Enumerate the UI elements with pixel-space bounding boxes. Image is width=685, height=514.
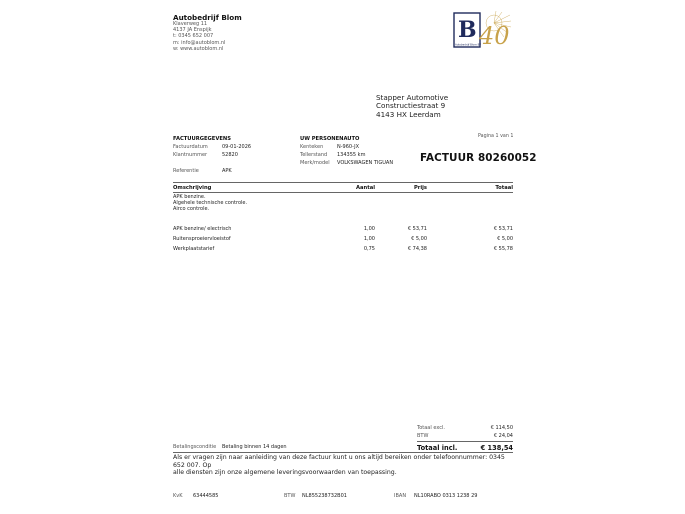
row-total: € 55,78: [493, 246, 513, 252]
footer-notice: [173, 454, 518, 477]
recipient-street: Constructiestraat 9: [376, 101, 446, 111]
recipient-city: 4143 HX Leerdam: [376, 109, 441, 119]
row-description: Werkplaatstarief: [173, 246, 215, 252]
company-website: w: www.autoblom.nl: [173, 45, 224, 52]
total-incl-value: € 138,54: [480, 444, 513, 452]
odometer-label: Tellerstand: [300, 152, 328, 158]
totals-divider: [417, 441, 513, 442]
recipient-name: Stapper Automotive: [376, 93, 449, 102]
invoice-details-heading: FACTUURGEGEVENS: [173, 136, 231, 142]
note-line: Algehele technische controle.: [173, 199, 248, 206]
client-number-label: Klantnummer: [173, 152, 208, 158]
page-number: Pagina 1 van 1: [478, 134, 514, 139]
iban-value: NL10RABO 0313 1238 29: [414, 493, 478, 499]
table-row: [173, 246, 513, 252]
row-description: Ruitensproeiervloeistof: [173, 236, 231, 242]
reference-value: APK: [222, 168, 232, 174]
btw-label: BTW: [284, 493, 296, 499]
col-header-description: Omschrijving: [173, 185, 212, 191]
total-incl-label: Totaal incl.: [417, 444, 458, 452]
note-line: Airco controle.: [173, 205, 210, 212]
logo-number: 40: [479, 22, 510, 50]
company-address-block: [173, 21, 225, 52]
footer-divider: [173, 452, 513, 453]
row-price: € 53,71: [407, 226, 427, 232]
table-row: [173, 226, 513, 232]
total-excl-value: € 114,50: [490, 425, 513, 431]
invoice-date-value: 09-01-2026: [222, 144, 252, 150]
row-qty: 1,00: [363, 226, 375, 232]
vat-value: € 24,04: [493, 433, 513, 439]
row-total: € 53,71: [493, 226, 513, 232]
work-notes: [173, 195, 247, 212]
vehicle-heading: UW PERSONENAUTO: [300, 136, 360, 142]
reference-label: Referentie: [173, 168, 199, 174]
company-phone: t: 0345 652 007: [173, 33, 214, 40]
odometer-value: 134355 km: [337, 152, 366, 158]
invoice-date-label: Factuurdatum: [173, 144, 208, 150]
company-name: Autobedrijf Blom: [173, 13, 242, 22]
logo-caption: Autobedrijf Blom BV: [455, 43, 482, 47]
logo-graphic: [452, 11, 512, 53]
iban-label: IBAN: [394, 493, 407, 499]
row-qty: 0,75: [363, 246, 375, 252]
payment-value: Betaling binnen 14 dagen: [222, 444, 287, 450]
model-label: Merk/model: [300, 160, 330, 166]
row-price: € 5,00: [411, 236, 427, 242]
company-email: m: info@autoblom.nl: [173, 39, 226, 46]
table-header-divider: [173, 192, 513, 193]
payment-label: Betalingsconditie: [173, 444, 217, 450]
model-value: VOLKSWAGEN TIGUAN: [337, 160, 394, 166]
footer-notice-line-2: alle diensten zijn onze algemene leveringsvoorwaarden van toepassing.: [173, 469, 397, 477]
col-header-total: Totaal: [495, 185, 513, 191]
kvk-label: KvK: [173, 493, 183, 499]
table-row: [173, 236, 513, 242]
row-price: € 74,38: [407, 246, 427, 252]
row-total: € 5,00: [497, 236, 513, 242]
table-top-divider: [173, 182, 513, 183]
row-qty: 1,00: [363, 236, 375, 242]
col-header-price: Prijs: [413, 185, 427, 191]
col-header-qty: Aantal: [356, 185, 375, 191]
vat-label: BTW: [417, 433, 429, 439]
total-excl-label: Totaal excl.: [417, 425, 445, 431]
invoice-title: FACTUUR 80260052: [420, 152, 537, 164]
company-logo: [452, 11, 512, 53]
row-description: APK benzine/ electrisch: [173, 226, 232, 232]
btw-value: NL855238732B01: [302, 493, 347, 499]
footer-notice-line-1: Als er vragen zijn naar aanleiding van deze factuur kunt u ons altijd bereiken onder telefoonnummer: 0345 652 007. Op: [173, 454, 505, 469]
note-line: APK benzine.: [173, 194, 206, 200]
logo-letter: B: [458, 17, 477, 43]
recipient-address: [376, 94, 448, 119]
company-city: 4137 JA Enspijk: [173, 27, 212, 34]
plate-value: N-960-JX: [337, 144, 360, 150]
company-street: Klaverweg 11: [173, 21, 208, 27]
plate-label: Kenteken: [300, 144, 324, 150]
client-number-value: 52820: [222, 152, 238, 158]
kvk-value: 63444585: [193, 493, 219, 499]
